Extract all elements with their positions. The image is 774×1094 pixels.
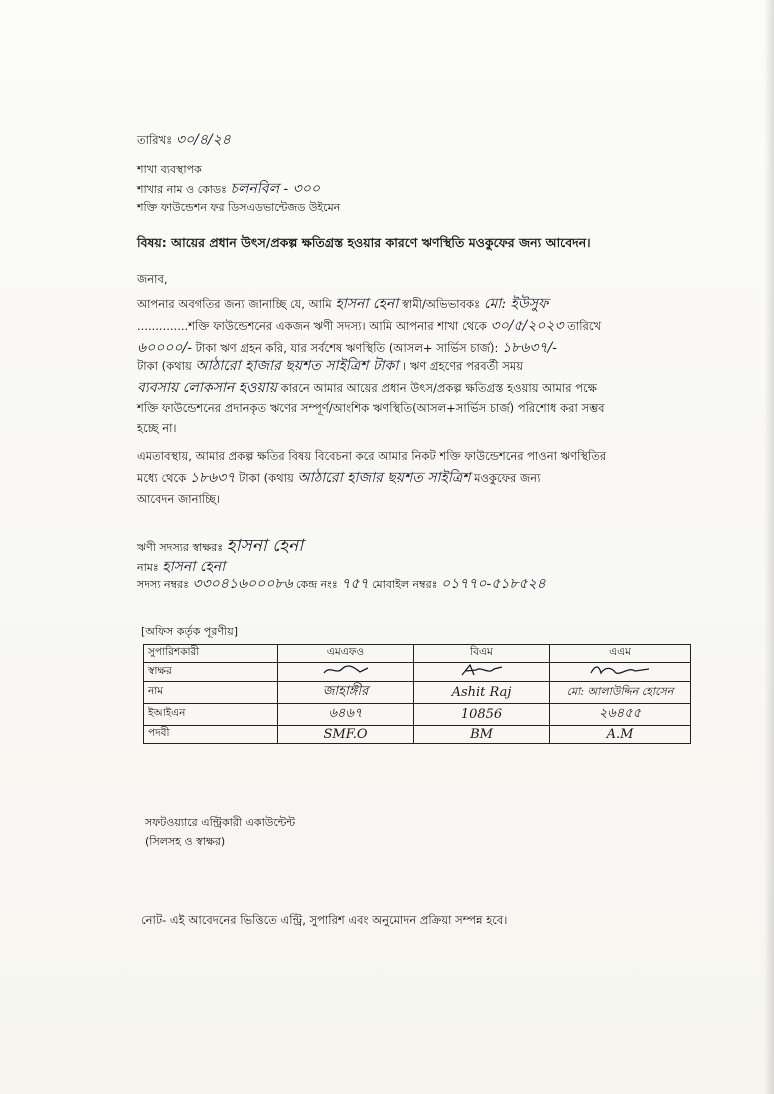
body-line-6: শক্তি ফাউন্ডেশনের প্রদানকৃত ঋণের সম্পূর্ণ/আংশিক ঋণস্থিতি(আসল+সার্ভিস চার্জ) পরিশোধ করা সম্ভব: [137, 401, 605, 415]
mobile-label: মোবাইল নম্বরঃ: [372, 578, 438, 591]
table-header-cell: বিএম: [414, 645, 550, 663]
table-cell: BM: [414, 726, 550, 744]
date-value: ৩০/৪/২৪: [175, 132, 231, 148]
body-text: কারনে আমার আয়ের প্রধান উৎস/প্রকল্প ক্ষতিগ্রস্ত হওয়ায় আমার পক্ষে: [280, 381, 597, 395]
table-cell: ৬৪৬৭: [278, 704, 414, 726]
body-text: তারিখে: [567, 319, 602, 333]
loss-reason-handwritten: ব্যবসায় লোকসান হওয়ায়: [137, 380, 277, 396]
body-line-3: [137, 340, 557, 356]
request-line-1: এমতাবস্থায়, আমার প্রকল্প ক্ষতির বিষয় বিবেচনা করে আমার নিকট শক্তি ফাউন্ডেশনের পাওনা ঋণস্থিতির: [137, 449, 607, 463]
table-header-cell: এএম: [550, 645, 691, 663]
loan-date-handwritten: ৩০/৫/২০২৩: [490, 318, 564, 334]
body-line-4: [137, 358, 523, 374]
table-header-cell: সুপারিশকারী: [144, 645, 278, 663]
table-row: [144, 704, 691, 726]
mfo-signature-cell: [278, 663, 414, 682]
body-line-7: হচ্ছে না।: [137, 421, 177, 435]
body-text: মধ্যে থেকে: [137, 471, 187, 485]
member-signature: হাসনা হেনা: [226, 536, 304, 556]
branch-name-value: চলনবিল - ৩০০: [230, 181, 320, 197]
am-signature: [585, 663, 655, 677]
row-label: স্বাক্ষর: [144, 663, 278, 682]
subject-line: বিষয়: আয়ের প্রধান উৎস/প্রকল্প ক্ষতিগ্রস্ত হওয়ার কারণে ঋণস্থিতি মওকুফের জন্য আবেদন।: [137, 235, 591, 250]
footer-note: নোট- এই আবেদনের ভিত্তিতে এন্ট্রি, সুপারিশ এবং অনুমোদন প্রক্রিয়া সম্পন্ন হবে।: [141, 913, 508, 927]
accountant-title: সফটওয়্যারে এন্ট্রিকারী একাউন্টেন্ট: [145, 816, 296, 829]
member-name-handwritten: হাসনা হেনা: [335, 296, 399, 312]
waiver-words-handwritten: আঠারো হাজার ছয়শত সাইত্রিশ: [297, 470, 471, 486]
row-label: ইআইএন: [144, 704, 278, 726]
member-signature-line: [137, 538, 303, 556]
member-ids-line: [137, 576, 546, 593]
table-cell: ২৬৪৫৫: [550, 704, 691, 726]
recipient-title: শাখা ব্যবস্থাপক: [137, 163, 202, 176]
guardian-name-handwritten: মো: ইউসুফ: [483, 296, 549, 312]
date-line: [137, 132, 231, 148]
body-text: ..............শক্তি ফাউন্ডেশনের একজন ঋণী সদস্য। আমি আপনার শাখা থেকে: [137, 319, 487, 333]
member-name-line: [137, 559, 225, 576]
am-signature-cell: [550, 663, 691, 682]
body-text: টাকা ঋণ গ্রহন করি, যার সর্বশেষ ঋণস্থিতি (আসল+ সার্ভিস চার্জ):: [195, 341, 499, 355]
body-text: । ঋণ গ্রহণের পরবর্তী সময়: [402, 359, 524, 373]
table-cell: A.M: [550, 726, 691, 744]
mfo-signature: [316, 663, 376, 677]
member-no-label: সদস্য নম্বরঃ: [137, 578, 189, 591]
signature-label: ঋণী সদস্যর স্বাক্ষরঃ: [137, 541, 224, 554]
loan-amount-handwritten: ৬০০০০/-: [137, 340, 192, 356]
body-text: মওকুফের জন্য: [474, 471, 541, 485]
body-text: স্বামী/অভিভাবকঃ: [402, 297, 481, 311]
mobile-value: ০১৭৭০-৫১৮৫২৪: [441, 576, 546, 592]
table-cell: SMF.O: [278, 726, 414, 744]
member-name-value: হাসনা হেনা: [162, 559, 226, 575]
table-cell: Ashit Raj: [414, 682, 550, 704]
body-line-2: [137, 318, 601, 334]
center-label: কেন্দ্র নংঃ: [296, 578, 338, 591]
body-line-5: [137, 380, 597, 396]
table-cell: জাহাঙ্গীর: [278, 682, 414, 704]
bm-signature: [452, 663, 512, 677]
request-line-2: [137, 470, 540, 486]
table-cell: মো: আলাউদ্দিন হোসেন: [550, 682, 691, 704]
member-no-value: ৩৩০৪১৬০০০৮৬: [192, 576, 293, 592]
branch-name-label: শাখার নাম ও কোডঃ: [137, 183, 227, 196]
date-label: তারিখঃ: [137, 133, 173, 147]
office-table: [143, 644, 691, 744]
body-text: টাকা (কথায়: [239, 471, 294, 485]
body-line-1: [137, 296, 548, 312]
body-text: টাকা (কথায়: [137, 359, 192, 373]
page-edge-shadow: [764, 0, 774, 1094]
center-value: ৭৫৭: [341, 576, 369, 592]
row-label: পদবী: [144, 726, 278, 744]
body-text: আপনার অবগতির জন্য জানাচ্ছি যে, আমি: [137, 297, 332, 311]
loan-balance-handwritten: ১৮৬৩৭/-: [502, 340, 558, 356]
waiver-amount-handwritten: ১৮৬৩৭: [189, 470, 236, 486]
table-cell: 10856: [414, 704, 550, 726]
bm-signature-cell: [414, 663, 550, 682]
table-row: [144, 663, 691, 682]
row-label: নাম: [144, 682, 278, 704]
accountant-seal-note: (সিলসহ ও স্বাক্ষর): [145, 835, 226, 848]
office-heading: [অফিস কর্তৃক পূরণীয়]: [141, 625, 238, 638]
table-row: [144, 726, 691, 744]
salutation: জনাব,: [137, 272, 168, 286]
name-label: নামঃ: [137, 561, 159, 574]
request-line-3: আবেদন জানাচ্ছি।: [137, 492, 221, 506]
table-row: [144, 682, 691, 704]
balance-words-handwritten: আঠারো হাজার ছয়শত সাইত্রিশ টাকা: [195, 358, 399, 374]
table-header-row: [144, 645, 691, 663]
organization-name: শক্তি ফাউন্ডেশন ফর ডিসএডভান্টেজড উইমেন: [137, 201, 341, 214]
table-header-cell: এমএফও: [278, 645, 414, 663]
branch-line: [137, 181, 320, 198]
